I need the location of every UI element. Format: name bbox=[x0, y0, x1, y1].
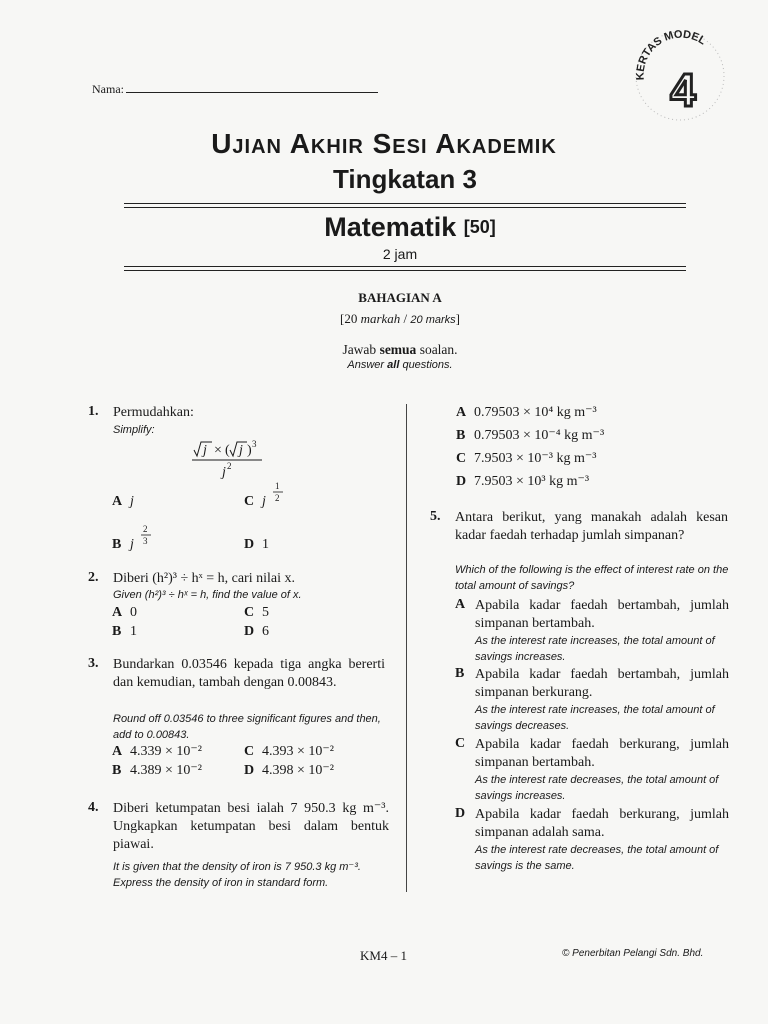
subject-marks: [50] bbox=[463, 217, 496, 237]
q5-option-c-label: C bbox=[455, 736, 466, 751]
q4-option-d-label: D bbox=[456, 474, 467, 489]
q1-option-b-exponent bbox=[139, 523, 153, 549]
q1-option-c[interactable] bbox=[244, 481, 280, 510]
name-field bbox=[92, 82, 378, 97]
q2-option-c-label: C bbox=[244, 605, 255, 620]
section-marks-en: 20 marks bbox=[410, 314, 456, 326]
q2-option-c-text: 5 bbox=[262, 605, 269, 620]
instruction-ms-part1: Jawab bbox=[342, 342, 380, 357]
q1-option-d-label: D bbox=[244, 537, 255, 552]
name-blank-line bbox=[126, 82, 378, 93]
q5-option-b-en: As the interest rate increases, the total amount of savings decreases. bbox=[475, 704, 715, 732]
svg-text:×: × bbox=[214, 443, 222, 458]
q5-option-a-ms: Apabila kadar faedah bertambah, jumlah simpanan bertambah. bbox=[475, 598, 729, 631]
q3-text-en: Round off 0.03546 to three significant figures and then, add to 0.00843. bbox=[113, 713, 381, 741]
subject-title bbox=[0, 212, 768, 243]
q4-option-d[interactable] bbox=[456, 473, 589, 490]
section-title: BAHAGIAN A bbox=[358, 290, 442, 305]
svg-text:2: 2 bbox=[143, 524, 148, 534]
q3-option-a-label: A bbox=[112, 744, 123, 759]
section-marks-open: [20 bbox=[339, 311, 361, 326]
q2-option-c[interactable] bbox=[244, 605, 269, 621]
section-marks bbox=[0, 311, 768, 327]
q3-option-b[interactable] bbox=[112, 762, 202, 779]
q5-option-a[interactable] bbox=[455, 597, 729, 665]
q3-option-c[interactable] bbox=[244, 743, 334, 760]
q3-option-b-text: 4.389 × 10⁻² bbox=[130, 763, 202, 778]
exam-duration: 2 jam bbox=[382, 246, 418, 262]
q4-option-b[interactable] bbox=[456, 427, 604, 444]
svg-text:(: ( bbox=[225, 443, 230, 458]
form-title: Tingkatan 3 bbox=[332, 164, 477, 194]
q4-option-d-text: 7.9503 × 10³ kg m⁻³ bbox=[474, 474, 590, 489]
section-marks-ms: markah bbox=[360, 311, 401, 326]
q1-option-b-text: j bbox=[130, 537, 134, 552]
q2-option-a-text: 0 bbox=[130, 605, 137, 620]
q1-option-c-text: j bbox=[262, 494, 266, 509]
q3-option-d-label: D bbox=[244, 763, 255, 778]
q4-option-a-text: 0.79503 × 10⁴ kg m⁻³ bbox=[474, 405, 597, 420]
q3-option-b-label: B bbox=[112, 763, 122, 778]
svg-text:1: 1 bbox=[275, 481, 280, 491]
divider-bottom-1 bbox=[124, 266, 686, 267]
q5-option-c-ms: Apabila kadar faedah berkurang, jumlah simpanan bertambah. bbox=[475, 737, 729, 770]
q3-option-d[interactable] bbox=[244, 762, 334, 779]
instruction-en-part2: questions. bbox=[399, 359, 453, 371]
q5-option-a-label: A bbox=[455, 597, 466, 612]
q5-option-d-en: As the interest rate decreases, the total amount of savings is the same. bbox=[475, 844, 719, 872]
svg-text:j: j bbox=[203, 443, 207, 458]
q5-option-d-label: D bbox=[455, 806, 466, 821]
q4-text-en: It is given that the density of iron is 7 950.3 kg m⁻³. Express the density of iron in standard form. bbox=[113, 861, 361, 889]
q4-option-a[interactable] bbox=[456, 404, 597, 421]
divider-top-1 bbox=[124, 203, 686, 204]
badge-text: KERTAS MODEL bbox=[634, 28, 708, 81]
q4-option-c-label: C bbox=[456, 451, 467, 466]
svg-text:): ) bbox=[247, 443, 252, 458]
q1-text-en: Simplify: bbox=[113, 424, 155, 436]
kertas-model-badge bbox=[628, 22, 732, 126]
q3-option-a[interactable] bbox=[112, 743, 202, 760]
q5-option-c[interactable] bbox=[455, 736, 729, 804]
instruction-en bbox=[0, 359, 768, 371]
q5-option-c-en: As the interest rate decreases, the total amount of savings increases. bbox=[475, 774, 719, 802]
instruction-ms-part2: soalan. bbox=[416, 342, 458, 357]
svg-text:j: j bbox=[239, 443, 243, 458]
instruction-ms bbox=[0, 342, 768, 358]
instruction-en-part1: Answer bbox=[347, 359, 388, 371]
q1-option-c-exponent bbox=[271, 480, 285, 506]
q2-text-ms: Diberi (h²)³ ÷ hˣ = h, cari nilai x. bbox=[113, 571, 295, 586]
section-marks-sep: / bbox=[400, 311, 411, 326]
q1-option-a[interactable] bbox=[112, 494, 134, 510]
instruction-ms-bold: semua bbox=[379, 342, 417, 357]
q5-option-b[interactable] bbox=[455, 666, 729, 734]
q1-option-a-text: j bbox=[130, 494, 134, 509]
instruction-en-bold: all bbox=[387, 359, 400, 371]
q5-text-en: Which of the following is the effect of interest rate on the total amount of savings? bbox=[455, 564, 729, 592]
divider-bottom-2 bbox=[124, 270, 686, 271]
q2-option-a-label: A bbox=[112, 605, 123, 620]
q5-option-b-label: B bbox=[455, 666, 465, 681]
svg-text:3: 3 bbox=[143, 536, 148, 546]
q5-option-d[interactable] bbox=[455, 806, 729, 874]
svg-text:j: j bbox=[222, 465, 226, 480]
q2-option-d-label: D bbox=[244, 624, 255, 639]
q1-option-c-label: C bbox=[244, 494, 255, 509]
q1-number: 1. bbox=[88, 404, 99, 419]
q2-option-b-text: 1 bbox=[130, 624, 137, 639]
q1-option-d-text: 1 bbox=[262, 537, 269, 552]
q3-option-d-text: 4.398 × 10⁻² bbox=[262, 763, 334, 778]
q4-option-c-text: 7.9503 × 10⁻³ kg m⁻³ bbox=[474, 451, 597, 466]
exam-title: Ujian Akhir Sesi Akademik bbox=[211, 128, 557, 159]
svg-text:3: 3 bbox=[252, 439, 257, 449]
badge-number: 4 bbox=[670, 64, 696, 116]
q1-text-ms: Permudahkan: bbox=[113, 405, 194, 420]
q3-option-c-text: 4.393 × 10⁻² bbox=[262, 744, 334, 759]
q2-option-b-label: B bbox=[112, 624, 122, 639]
q3-option-a-text: 4.339 × 10⁻² bbox=[130, 744, 202, 759]
q4-option-b-label: B bbox=[456, 428, 466, 443]
q1-expression bbox=[190, 436, 280, 486]
q2-option-a[interactable] bbox=[112, 605, 137, 621]
q1-option-a-label: A bbox=[112, 494, 123, 509]
q2-option-b[interactable] bbox=[112, 624, 137, 640]
svg-text:2: 2 bbox=[275, 493, 280, 503]
q1-option-b-label: B bbox=[112, 537, 122, 552]
q5-text-ms: Antara berikut, yang manakah adalah kesan kadar faedah terhadap jumlah simpanan? bbox=[455, 510, 728, 543]
q5-number: 5. bbox=[430, 509, 441, 524]
q5-option-d-ms: Apabila kadar faedah berkurang, jumlah simpanan adalah sama. bbox=[475, 807, 729, 840]
q4-text-ms: Diberi ketumpatan besi ialah 7 950.3 kg m⁻³. Ungkapkan ketumpatan besi dalam bentuk piawai. bbox=[113, 801, 389, 852]
q2-number: 2. bbox=[88, 570, 99, 585]
q3-option-c-label: C bbox=[244, 744, 255, 759]
divider-top-2 bbox=[124, 207, 686, 208]
q3-text-ms: Bundarkan 0.03546 kepada tiga angka bererti dan kemudian, tambah dengan 0.00843. bbox=[113, 657, 385, 690]
q3-number: 3. bbox=[88, 656, 99, 671]
q2-option-d-text: 6 bbox=[262, 624, 269, 639]
section-marks-close: ] bbox=[455, 311, 461, 326]
svg-text:2: 2 bbox=[227, 461, 232, 471]
q4-option-b-text: 0.79503 × 10⁻⁴ kg m⁻³ bbox=[474, 428, 605, 443]
q5-option-b-ms: Apabila kadar faedah bertambah, jumlah simpanan berkurang. bbox=[475, 667, 729, 700]
page-code: KM4 – 1 bbox=[360, 948, 407, 963]
q4-option-c[interactable] bbox=[456, 450, 596, 467]
q2-option-d[interactable] bbox=[244, 624, 269, 640]
publisher-credit: © Penerbitan Pelangi Sdn. Bhd. bbox=[562, 948, 704, 959]
subject-name: Matematik bbox=[324, 212, 457, 242]
q2-text-en: Given (h²)³ ÷ hˣ = h, find the value of x. bbox=[113, 589, 302, 601]
q1-option-d[interactable] bbox=[244, 537, 269, 553]
name-label: Nama: bbox=[92, 82, 124, 96]
q5-option-a-en: As the interest rate increases, the total amount of savings increases. bbox=[475, 635, 715, 663]
q4-option-a-label: A bbox=[456, 405, 467, 420]
q1-option-b[interactable] bbox=[112, 524, 148, 553]
column-divider bbox=[406, 404, 407, 892]
q4-number: 4. bbox=[88, 800, 99, 815]
